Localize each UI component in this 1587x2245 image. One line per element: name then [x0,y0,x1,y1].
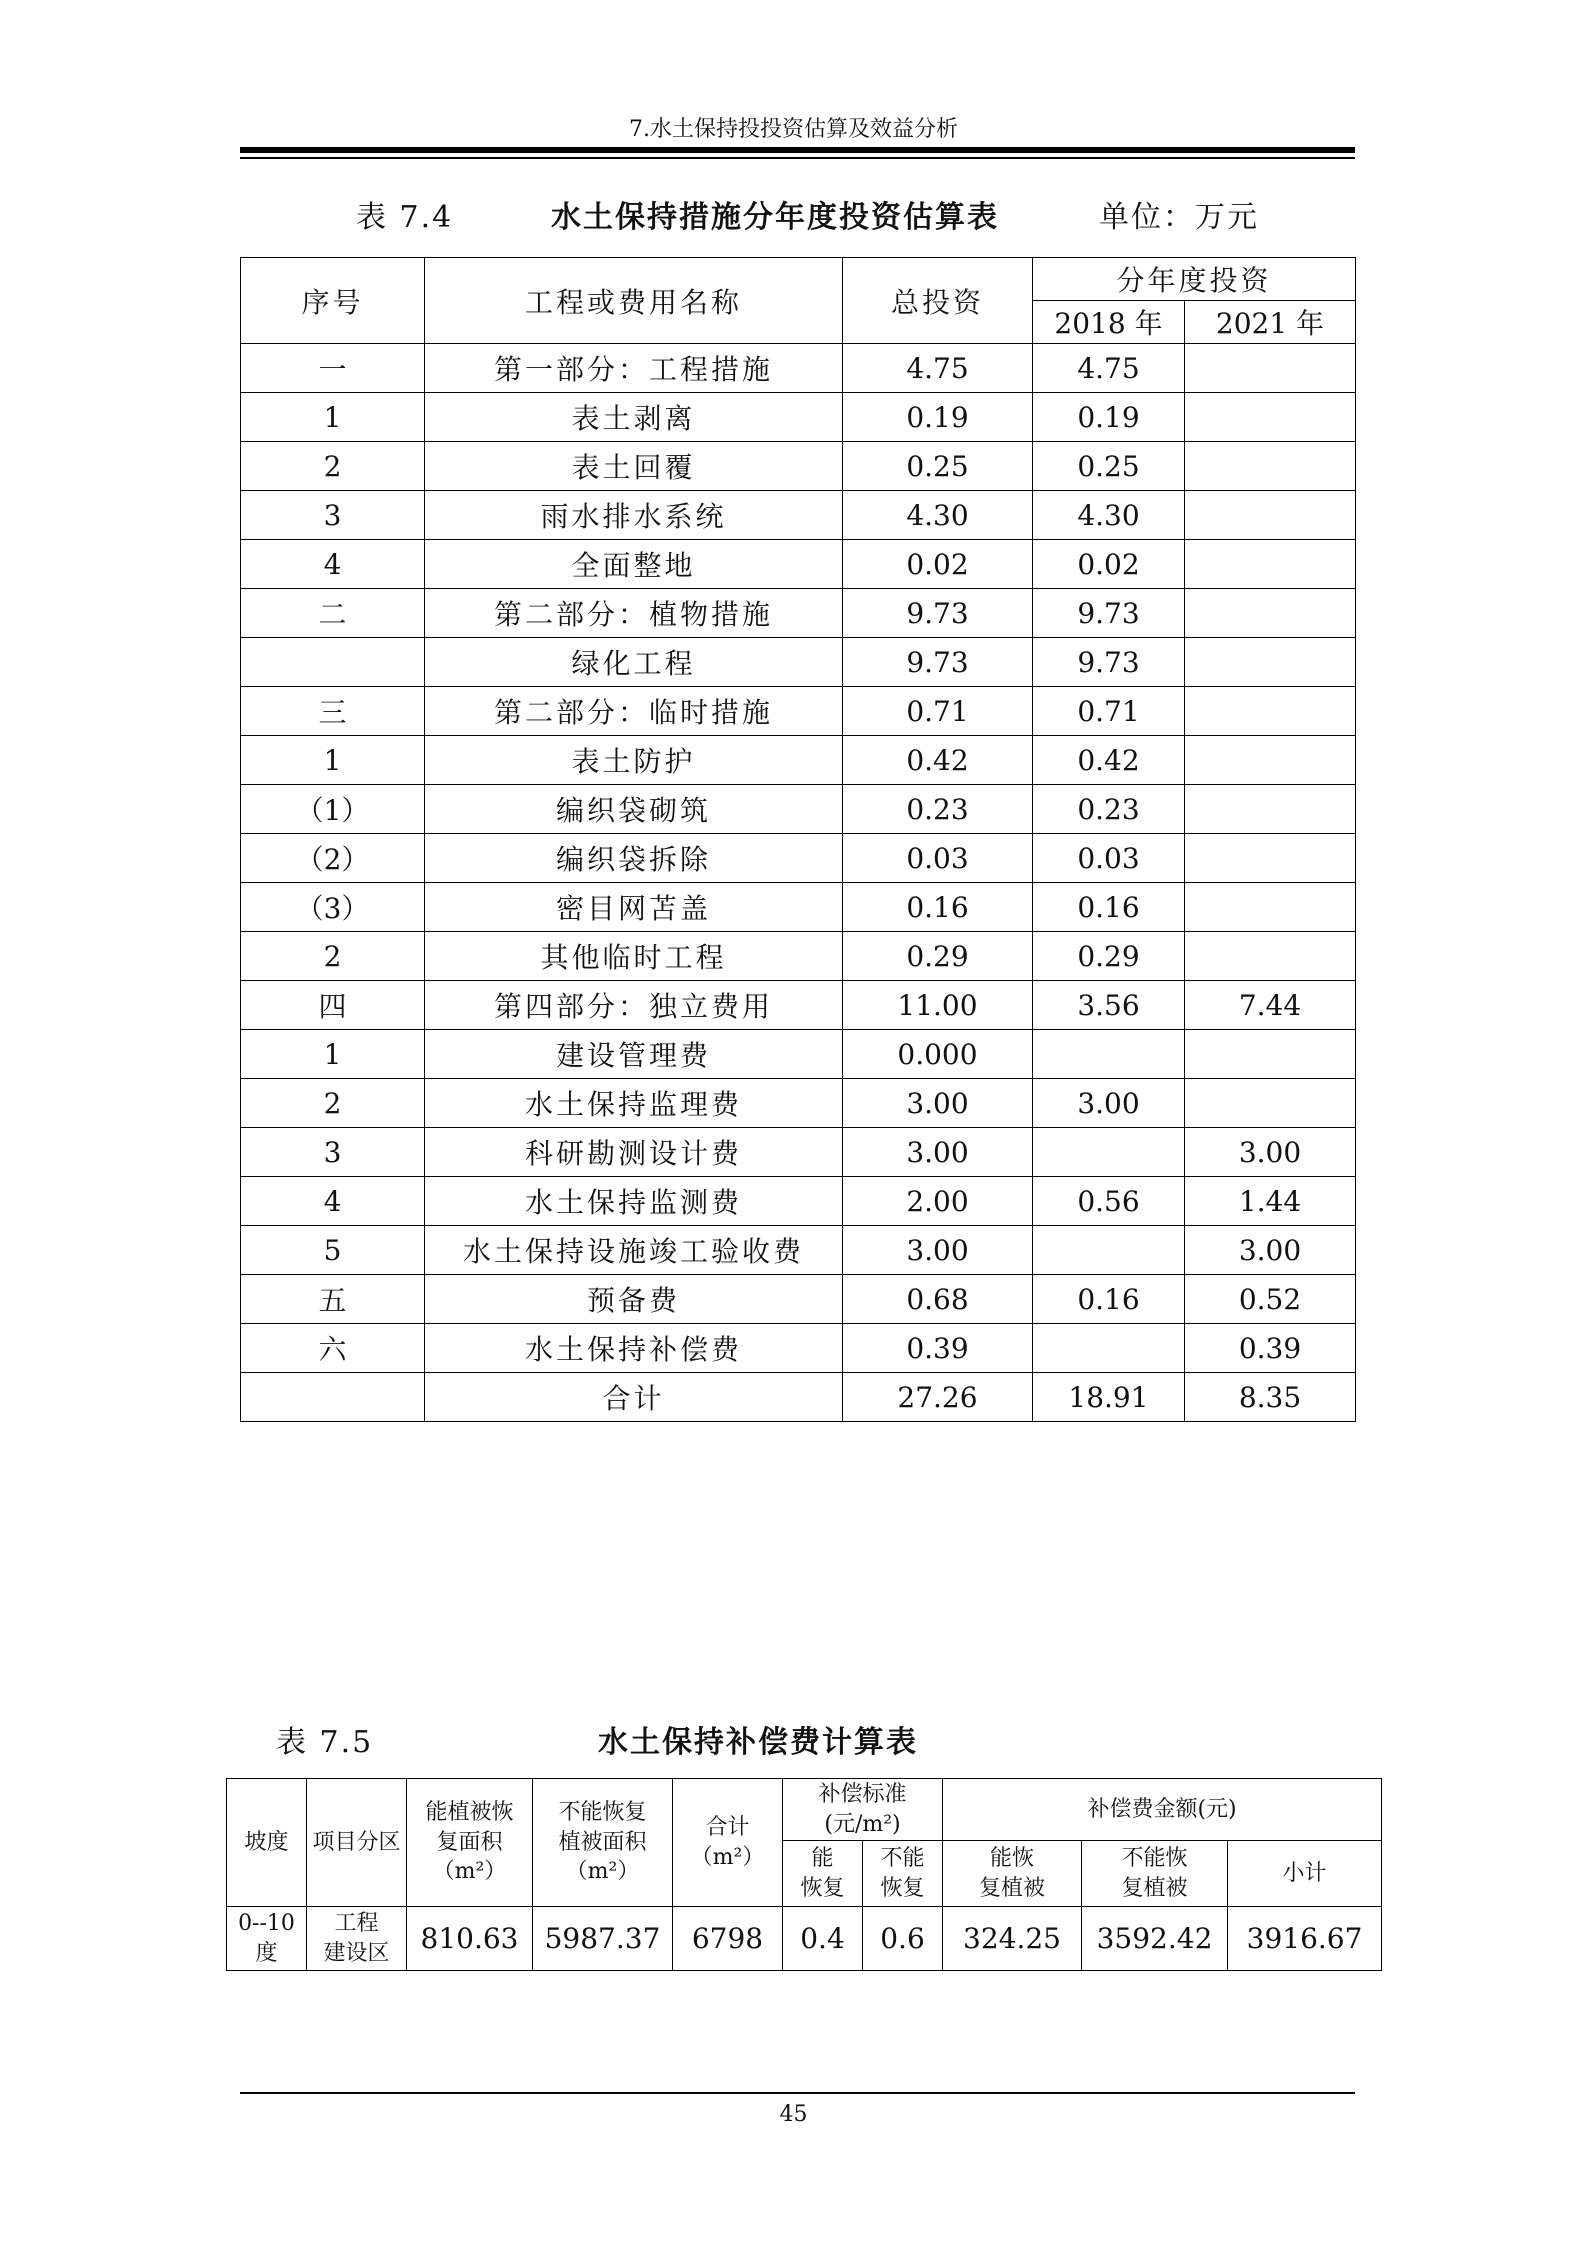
cell-2018: 0.23 [1033,785,1185,834]
cell-name: 水土保持设施竣工验收费 [425,1226,843,1275]
cell-2021 [1185,344,1356,393]
t2-cell-subtotal: 3916.67 [1228,1907,1382,1971]
cell-seq: （3） [241,883,425,932]
cell-seq: 5 [241,1226,425,1275]
cell-seq: 1 [241,393,425,442]
table-row [241,736,1356,785]
t2-header-slope: 坡度 [227,1779,307,1907]
cell-name: 编织袋砌筑 [425,785,843,834]
cell-2018 [1033,1128,1185,1177]
cell-2021 [1185,393,1356,442]
table2-label: 表 7.5 [276,1725,374,1760]
cell-name: 合计 [425,1373,843,1422]
cell-name: 水土保持监测费 [425,1177,843,1226]
table1-unit: 单位：万元 [1099,200,1259,235]
cell-2018: 0.71 [1033,687,1185,736]
cell-seq: 2 [241,932,425,981]
cell-seq: （2） [241,834,425,883]
t2-cell-zone: 工程 建设区 [307,1907,407,1971]
cell-seq: 3 [241,491,425,540]
cell-2021: 8.35 [1185,1373,1356,1422]
cell-2018: 18.91 [1033,1373,1185,1422]
cell-name: 绿化工程 [425,638,843,687]
cell-total: 0.000 [843,1030,1033,1079]
cell-2021 [1185,540,1356,589]
cell-total: 3.00 [843,1079,1033,1128]
table-row [241,589,1356,638]
header-rule-thick [240,147,1355,153]
cell-2021 [1185,687,1356,736]
cell-total: 4.75 [843,344,1033,393]
t2-header-unrecoverable-area: 不能恢复 植被面积 （m²） [533,1779,673,1907]
col-header-total: 总投资 [843,258,1033,344]
t2-cell-recoverable-area: 810.63 [407,1907,533,1971]
cell-seq: 六 [241,1324,425,1373]
col-header-year-2018: 2018 年 [1033,301,1185,344]
table-row [241,1226,1356,1275]
cell-seq: 2 [241,1079,425,1128]
cell-total: 0.19 [843,393,1033,442]
cell-2021: 3.00 [1185,1226,1356,1275]
cell-total: 0.03 [843,834,1033,883]
t2-cell-std-unrecoverable: 0.6 [863,1907,943,1971]
cell-total: 9.73 [843,589,1033,638]
col-header-name: 工程或费用名称 [425,258,843,344]
table-row [241,540,1356,589]
cell-2021: 3.00 [1185,1128,1356,1177]
cell-seq: 四 [241,981,425,1030]
cell-2018: 0.56 [1033,1177,1185,1226]
cell-total: 3.00 [843,1226,1033,1275]
cell-2021 [1185,834,1356,883]
cell-name: 科研勘测设计费 [425,1128,843,1177]
cell-total: 0.29 [843,932,1033,981]
cell-2018 [1033,1030,1185,1079]
cell-total: 0.42 [843,736,1033,785]
table1-label: 表 7.4 [356,200,454,235]
cell-total: 0.16 [843,883,1033,932]
cell-seq: 一 [241,344,425,393]
table-row [241,883,1356,932]
table-row [241,981,1356,1030]
cell-2021 [1185,1079,1356,1128]
cell-seq: 3 [241,1128,425,1177]
cell-2018 [1033,1226,1185,1275]
cell-name: 水土保持监理费 [425,1079,843,1128]
table-row [241,638,1356,687]
cell-2018: 9.73 [1033,638,1185,687]
cell-2021 [1185,638,1356,687]
t2-header-subtotal: 小计 [1228,1841,1382,1907]
cell-total: 2.00 [843,1177,1033,1226]
running-header: 7.水土保持投投资估算及效益分析 [629,117,958,142]
cell-2018: 0.29 [1033,932,1185,981]
cell-name: 编织袋拆除 [425,834,843,883]
cell-2018: 3.00 [1033,1079,1185,1128]
table-row [241,393,1356,442]
cell-total: 4.30 [843,491,1033,540]
table-row [227,1907,1382,1971]
cell-2021 [1185,491,1356,540]
cell-2018: 0.25 [1033,442,1185,491]
table-row [241,491,1356,540]
table2-title: 水土保持补偿费计算表 [598,1725,918,1760]
cell-name: 密目网苫盖 [425,883,843,932]
table-row [241,442,1356,491]
t2-header-amount: 补偿费金额(元) [943,1779,1382,1841]
cell-name: 建设管理费 [425,1030,843,1079]
cell-total: 11.00 [843,981,1033,1030]
t2-header-total: 合计 （m²） [673,1779,783,1907]
t2-header-recoverable-area: 能植被恢 复面积 （m²） [407,1779,533,1907]
cell-total: 27.26 [843,1373,1033,1422]
t2-cell-amt-unrecoverable: 3592.42 [1082,1907,1228,1971]
table-row [241,1128,1356,1177]
cell-2018: 0.19 [1033,393,1185,442]
cell-2021: 1.44 [1185,1177,1356,1226]
cell-name: 第二部分：植物措施 [425,589,843,638]
cell-2018: 0.02 [1033,540,1185,589]
investment-table [240,257,1356,1422]
cell-name: 第一部分：工程措施 [425,344,843,393]
t2-cell-total: 6798 [673,1907,783,1971]
cell-seq: 五 [241,1275,425,1324]
table-row [241,1373,1356,1422]
table-row [241,932,1356,981]
cell-seq: （1） [241,785,425,834]
cell-seq: 二 [241,589,425,638]
t2-cell-unrecoverable-area: 5987.37 [533,1907,673,1971]
cell-total: 0.71 [843,687,1033,736]
cell-name: 表土回覆 [425,442,843,491]
cell-2018: 0.03 [1033,834,1185,883]
table1-title: 水土保持措施分年度投资估算表 [551,200,999,235]
t2-header-std-recoverable: 能 恢复 [783,1841,863,1907]
page-number: 45 [779,2102,808,2127]
cell-seq: 4 [241,1177,425,1226]
compensation-table [226,1778,1382,1971]
col-header-seq: 序号 [241,258,425,344]
cell-total: 0.25 [843,442,1033,491]
cell-name: 全面整地 [425,540,843,589]
cell-2018: 9.73 [1033,589,1185,638]
table-row [241,1275,1356,1324]
t2-header-standard: 补偿标准 (元/m²) [783,1779,943,1841]
footer-rule [240,2092,1355,2094]
table-row [241,834,1356,883]
cell-2021: 7.44 [1185,981,1356,1030]
cell-2018 [1033,1324,1185,1373]
cell-2021 [1185,883,1356,932]
cell-2018: 0.42 [1033,736,1185,785]
col-header-by-year: 分年度投资 [1033,258,1356,301]
cell-name: 雨水排水系统 [425,491,843,540]
cell-2018: 4.30 [1033,491,1185,540]
cell-total: 0.23 [843,785,1033,834]
cell-total: 0.02 [843,540,1033,589]
cell-2018: 3.56 [1033,981,1185,1030]
cell-seq: 1 [241,1030,425,1079]
cell-2018: 4.75 [1033,344,1185,393]
cell-name: 水土保持补偿费 [425,1324,843,1373]
cell-total: 0.39 [843,1324,1033,1373]
table-row [241,1079,1356,1128]
t2-cell-slope: 0--10 度 [227,1907,307,1971]
table-row [241,344,1356,393]
cell-name: 第四部分：独立费用 [425,981,843,1030]
cell-2021 [1185,785,1356,834]
cell-name: 其他临时工程 [425,932,843,981]
t2-header-amt-unrecoverable: 不能恢 复植被 [1082,1841,1228,1907]
cell-name: 表土防护 [425,736,843,785]
cell-2021: 0.39 [1185,1324,1356,1373]
table-row [241,1030,1356,1079]
t2-header-amt-recoverable: 能恢 复植被 [943,1841,1082,1907]
cell-2021 [1185,589,1356,638]
cell-2021 [1185,1030,1356,1079]
cell-seq: 1 [241,736,425,785]
cell-total: 0.68 [843,1275,1033,1324]
cell-2021: 0.52 [1185,1275,1356,1324]
t2-cell-amt-recoverable: 324.25 [943,1907,1082,1971]
t2-header-std-unrecoverable: 不能 恢复 [863,1841,943,1907]
cell-seq: 三 [241,687,425,736]
cell-seq: 2 [241,442,425,491]
cell-name: 预备费 [425,1275,843,1324]
table-row [241,1324,1356,1373]
cell-name: 第二部分：临时措施 [425,687,843,736]
table-row [241,687,1356,736]
table-row [241,785,1356,834]
cell-2021 [1185,442,1356,491]
cell-seq: 4 [241,540,425,589]
cell-2021 [1185,932,1356,981]
cell-name: 表土剥离 [425,393,843,442]
cell-seq [241,638,425,687]
cell-seq [241,1373,425,1422]
cell-2021 [1185,736,1356,785]
t2-cell-std-recoverable: 0.4 [783,1907,863,1971]
cell-total: 9.73 [843,638,1033,687]
table-row [241,1177,1356,1226]
t2-header-zone: 项目分区 [307,1779,407,1907]
cell-2018: 0.16 [1033,1275,1185,1324]
header-rule-thin [240,157,1355,159]
cell-2018: 0.16 [1033,883,1185,932]
col-header-year-2021: 2021 年 [1185,301,1356,344]
cell-total: 3.00 [843,1128,1033,1177]
